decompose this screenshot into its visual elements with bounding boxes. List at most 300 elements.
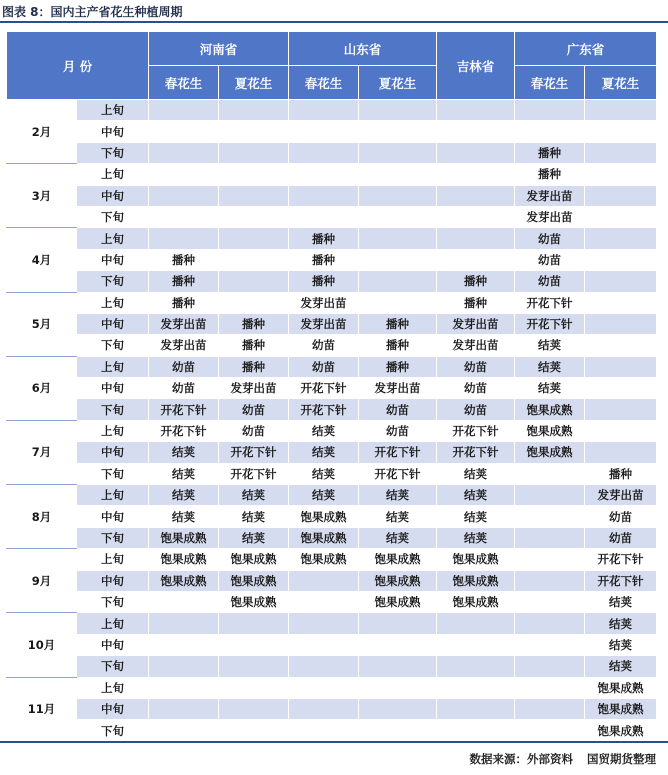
period-label: 下旬 (77, 399, 149, 420)
stage-cell (359, 720, 437, 741)
stage-cell: 幼苗 (149, 356, 219, 377)
table-container (6, 31, 656, 742)
table-row (7, 634, 657, 655)
stage-cell (585, 100, 657, 121)
stage-cell: 结荚 (515, 356, 585, 377)
stage-cell (289, 206, 359, 227)
stage-cell (149, 164, 219, 185)
stage-cell: 幼苗 (219, 399, 289, 420)
stage-cell: 饱果成熟 (359, 549, 437, 570)
stage-cell (219, 698, 289, 719)
stage-cell: 幼苗 (359, 399, 437, 420)
stage-cell: 发芽出苗 (289, 313, 359, 334)
province-header-guangdong: 广东省 (515, 32, 657, 66)
stage-cell: 结荚 (149, 506, 219, 527)
stage-cell: 结荚 (219, 527, 289, 548)
season-header: 春花生 (289, 66, 359, 100)
province-header-jilin: 吉林省 (437, 32, 515, 100)
stage-cell: 发芽出苗 (515, 185, 585, 206)
period-label: 下旬 (77, 142, 149, 163)
stage-cell (585, 164, 657, 185)
table-row (7, 142, 657, 163)
stage-cell (437, 698, 515, 719)
stage-cell: 幼苗 (437, 356, 515, 377)
province-header-shandong: 山东省 (289, 32, 437, 66)
stage-cell: 播种 (437, 271, 515, 292)
stage-cell: 开花下针 (437, 442, 515, 463)
stage-cell (437, 142, 515, 163)
stage-cell: 幼苗 (515, 271, 585, 292)
stage-cell (289, 677, 359, 698)
stage-cell: 开花下针 (149, 420, 219, 441)
stage-cell: 结荚 (585, 634, 657, 655)
table-row (7, 185, 657, 206)
table-row (7, 420, 657, 441)
stage-cell: 结荚 (515, 335, 585, 356)
stage-cell: 结荚 (585, 656, 657, 677)
period-label: 下旬 (77, 271, 149, 292)
stage-cell (359, 100, 437, 121)
season-header: 夏花生 (359, 66, 437, 100)
table-row (7, 570, 657, 591)
stage-cell: 开花下针 (515, 313, 585, 334)
stage-cell (149, 228, 219, 249)
stage-cell: 结荚 (585, 613, 657, 634)
stage-cell (219, 249, 289, 270)
table-row (7, 549, 657, 570)
table-body (7, 100, 657, 742)
stage-cell: 开花下针 (149, 399, 219, 420)
stage-cell: 幼苗 (437, 399, 515, 420)
stage-cell (585, 142, 657, 163)
stage-cell: 播种 (219, 313, 289, 334)
stage-cell: 播种 (359, 335, 437, 356)
stage-cell: 幼苗 (289, 335, 359, 356)
period-label: 上旬 (77, 292, 149, 313)
stage-cell: 开花下针 (585, 570, 657, 591)
stage-cell (359, 121, 437, 142)
stage-cell (515, 121, 585, 142)
month-label: 2月 (7, 100, 77, 164)
stage-cell: 播种 (219, 356, 289, 377)
stage-cell: 播种 (289, 249, 359, 270)
stage-cell: 发芽出苗 (149, 313, 219, 334)
stage-cell (219, 656, 289, 677)
province-header-henan: 河南省 (149, 32, 289, 66)
stage-cell: 结荚 (585, 591, 657, 612)
stage-cell (219, 121, 289, 142)
period-label: 中旬 (77, 634, 149, 655)
stage-cell (149, 142, 219, 163)
stage-cell (219, 634, 289, 655)
stage-cell (149, 185, 219, 206)
stage-cell (437, 634, 515, 655)
stage-cell (585, 442, 657, 463)
stage-cell (359, 228, 437, 249)
stage-cell: 饱果成熟 (149, 570, 219, 591)
month-label: 10月 (7, 613, 77, 677)
stage-cell: 结荚 (219, 506, 289, 527)
table-row (7, 720, 657, 741)
stage-cell (585, 378, 657, 399)
table-row (7, 249, 657, 270)
stage-cell (515, 463, 585, 484)
period-label: 上旬 (77, 420, 149, 441)
stage-cell (219, 228, 289, 249)
stage-cell (219, 271, 289, 292)
stage-cell (219, 142, 289, 163)
footer-divider (0, 741, 668, 743)
stage-cell: 发芽出苗 (437, 335, 515, 356)
stage-cell: 结荚 (437, 506, 515, 527)
stage-cell (585, 228, 657, 249)
stage-cell: 饱果成熟 (585, 677, 657, 698)
month-column-header: 月 份 (7, 32, 149, 100)
stage-cell (219, 164, 289, 185)
stage-cell (219, 185, 289, 206)
table-row (7, 485, 657, 506)
stage-cell: 播种 (219, 335, 289, 356)
stage-cell (359, 271, 437, 292)
stage-cell (219, 677, 289, 698)
stage-cell (515, 677, 585, 698)
period-label: 中旬 (77, 249, 149, 270)
stage-cell: 播种 (359, 356, 437, 377)
stage-cell: 饱果成熟 (219, 549, 289, 570)
stage-cell: 幼苗 (219, 420, 289, 441)
stage-cell (289, 100, 359, 121)
stage-cell (289, 698, 359, 719)
stage-cell: 饱果成熟 (149, 549, 219, 570)
period-label: 中旬 (77, 506, 149, 527)
month-label: 5月 (7, 292, 77, 356)
stage-cell (149, 698, 219, 719)
table-row (7, 527, 657, 548)
stage-cell (585, 292, 657, 313)
table-row (7, 271, 657, 292)
period-label: 中旬 (77, 378, 149, 399)
stage-cell: 结荚 (219, 485, 289, 506)
compiler-text: 国贸期货整理 (587, 752, 656, 766)
month-label: 9月 (7, 549, 77, 613)
season-header: 春花生 (149, 66, 219, 100)
stage-cell (149, 656, 219, 677)
stage-cell: 播种 (359, 313, 437, 334)
stage-cell: 结荚 (437, 485, 515, 506)
stage-cell: 结荚 (149, 442, 219, 463)
table-row (7, 121, 657, 142)
period-label: 中旬 (77, 442, 149, 463)
stage-cell (515, 656, 585, 677)
stage-cell: 幼苗 (515, 249, 585, 270)
period-label: 下旬 (77, 463, 149, 484)
stage-cell: 结荚 (359, 527, 437, 548)
period-label: 中旬 (77, 698, 149, 719)
stage-cell (149, 720, 219, 741)
period-label: 中旬 (77, 121, 149, 142)
stage-cell: 幼苗 (515, 228, 585, 249)
stage-cell: 饱果成熟 (437, 549, 515, 570)
stage-cell (585, 335, 657, 356)
stage-cell: 开花下针 (219, 442, 289, 463)
stage-cell (359, 656, 437, 677)
period-label: 中旬 (77, 185, 149, 206)
figure-title: 图表 8：国内主产省花生种植周期 (2, 5, 183, 19)
period-label: 上旬 (77, 356, 149, 377)
stage-cell: 结荚 (359, 506, 437, 527)
stage-cell: 开花下针 (437, 420, 515, 441)
stage-cell: 播种 (515, 142, 585, 163)
period-label: 下旬 (77, 656, 149, 677)
period-label: 下旬 (77, 527, 149, 548)
stage-cell: 播种 (289, 271, 359, 292)
stage-cell: 发芽出苗 (359, 378, 437, 399)
stage-cell (289, 613, 359, 634)
stage-cell: 结荚 (149, 485, 219, 506)
table-row (7, 378, 657, 399)
stage-cell: 幼苗 (585, 527, 657, 548)
source-note (456, 751, 657, 767)
source-text: 数据来源：外部资料 (469, 752, 573, 766)
table-row (7, 292, 657, 313)
stage-cell (359, 613, 437, 634)
stage-cell (149, 634, 219, 655)
table-row (7, 613, 657, 634)
stage-cell: 饱果成熟 (585, 698, 657, 719)
table-row (7, 228, 657, 249)
stage-cell: 饱果成熟 (515, 420, 585, 441)
period-label: 中旬 (77, 313, 149, 334)
stage-cell (585, 121, 657, 142)
stage-cell (437, 100, 515, 121)
stage-cell (289, 570, 359, 591)
stage-cell: 饱果成熟 (515, 399, 585, 420)
stage-cell (437, 720, 515, 741)
month-label: 7月 (7, 420, 77, 484)
stage-cell: 饱果成熟 (149, 527, 219, 548)
stage-cell (149, 206, 219, 227)
stage-cell (437, 613, 515, 634)
stage-cell (515, 549, 585, 570)
stage-cell (289, 656, 359, 677)
stage-cell (585, 249, 657, 270)
stage-cell (359, 164, 437, 185)
stage-cell: 开花下针 (359, 442, 437, 463)
stage-cell (219, 613, 289, 634)
stage-cell: 发芽出苗 (219, 378, 289, 399)
stage-cell: 结荚 (289, 463, 359, 484)
stage-cell (289, 185, 359, 206)
table-row (7, 356, 657, 377)
period-label: 下旬 (77, 335, 149, 356)
table-row (7, 591, 657, 612)
stage-cell (515, 698, 585, 719)
stage-cell (515, 720, 585, 741)
stage-cell (585, 356, 657, 377)
season-header: 春花生 (515, 66, 585, 100)
stage-cell (359, 677, 437, 698)
table-row (7, 164, 657, 185)
table-row (7, 506, 657, 527)
stage-cell: 饱果成熟 (359, 591, 437, 612)
stage-cell: 开花下针 (219, 463, 289, 484)
stage-cell: 饱果成熟 (219, 591, 289, 612)
stage-cell: 饱果成熟 (219, 570, 289, 591)
stage-cell (359, 206, 437, 227)
stage-cell (359, 142, 437, 163)
stage-cell (585, 271, 657, 292)
stage-cell: 幼苗 (585, 506, 657, 527)
stage-cell (515, 570, 585, 591)
stage-cell: 幼苗 (289, 356, 359, 377)
month-label: 6月 (7, 356, 77, 420)
stage-cell (437, 164, 515, 185)
stage-cell: 播种 (149, 271, 219, 292)
planting-cycle-table (6, 31, 657, 742)
stage-cell: 结荚 (359, 485, 437, 506)
period-label: 上旬 (77, 100, 149, 121)
period-label: 上旬 (77, 677, 149, 698)
stage-cell: 开花下针 (289, 378, 359, 399)
stage-cell: 播种 (585, 463, 657, 484)
stage-cell: 开花下针 (585, 549, 657, 570)
table-row (7, 442, 657, 463)
stage-cell: 结荚 (437, 527, 515, 548)
stage-cell: 饱果成熟 (289, 527, 359, 548)
stage-cell: 饱果成熟 (585, 720, 657, 741)
period-label: 上旬 (77, 549, 149, 570)
period-label: 上旬 (77, 485, 149, 506)
stage-cell: 发芽出苗 (585, 485, 657, 506)
table-row (7, 463, 657, 484)
table-row (7, 698, 657, 719)
stage-cell: 饱果成熟 (289, 506, 359, 527)
title-divider (0, 21, 668, 23)
stage-cell: 饱果成熟 (515, 442, 585, 463)
stage-cell: 播种 (515, 164, 585, 185)
stage-cell: 结荚 (289, 442, 359, 463)
stage-cell: 饱果成熟 (437, 591, 515, 612)
stage-cell: 饱果成熟 (359, 570, 437, 591)
stage-cell (289, 634, 359, 655)
stage-cell (515, 634, 585, 655)
month-label: 3月 (7, 164, 77, 228)
stage-cell: 播种 (437, 292, 515, 313)
period-label: 上旬 (77, 228, 149, 249)
period-label: 中旬 (77, 570, 149, 591)
stage-cell (359, 249, 437, 270)
stage-cell (515, 591, 585, 612)
period-label: 下旬 (77, 591, 149, 612)
stage-cell (585, 313, 657, 334)
stage-cell: 结荚 (437, 463, 515, 484)
stage-cell (289, 591, 359, 612)
stage-cell: 幼苗 (359, 420, 437, 441)
stage-cell (515, 527, 585, 548)
stage-cell (437, 677, 515, 698)
period-label: 上旬 (77, 164, 149, 185)
stage-cell (149, 121, 219, 142)
stage-cell (585, 206, 657, 227)
stage-cell: 饱果成熟 (289, 549, 359, 570)
period-label: 下旬 (77, 206, 149, 227)
season-header: 夏花生 (585, 66, 657, 100)
stage-cell: 发芽出苗 (437, 313, 515, 334)
stage-cell (289, 164, 359, 185)
stage-cell (219, 100, 289, 121)
stage-cell (289, 142, 359, 163)
stage-cell (289, 121, 359, 142)
stage-cell (359, 634, 437, 655)
stage-cell: 开花下针 (515, 292, 585, 313)
table-row (7, 656, 657, 677)
stage-cell (437, 185, 515, 206)
stage-cell (149, 613, 219, 634)
stage-cell (437, 228, 515, 249)
month-label: 4月 (7, 228, 77, 292)
table-row (7, 206, 657, 227)
stage-cell: 播种 (149, 292, 219, 313)
stage-cell: 饱果成熟 (437, 570, 515, 591)
stage-cell (437, 249, 515, 270)
stage-cell: 结荚 (289, 485, 359, 506)
stage-cell (515, 485, 585, 506)
stage-cell: 结荚 (149, 463, 219, 484)
period-label: 下旬 (77, 720, 149, 741)
table-row (7, 677, 657, 698)
stage-cell: 发芽出苗 (149, 335, 219, 356)
stage-cell (219, 292, 289, 313)
stage-cell (585, 420, 657, 441)
stage-cell (359, 292, 437, 313)
stage-cell (149, 100, 219, 121)
stage-cell: 幼苗 (437, 378, 515, 399)
stage-cell (359, 698, 437, 719)
stage-cell: 结荚 (289, 420, 359, 441)
season-header: 夏花生 (219, 66, 289, 100)
stage-cell (515, 613, 585, 634)
stage-cell (585, 185, 657, 206)
stage-cell (437, 121, 515, 142)
table-row (7, 313, 657, 334)
stage-cell: 幼苗 (149, 378, 219, 399)
period-label: 上旬 (77, 613, 149, 634)
table-row (7, 335, 657, 356)
month-label: 8月 (7, 485, 77, 549)
stage-cell (149, 591, 219, 612)
stage-cell: 播种 (149, 249, 219, 270)
stage-cell (149, 677, 219, 698)
stage-cell (359, 185, 437, 206)
stage-cell (219, 720, 289, 741)
stage-cell: 结荚 (515, 378, 585, 399)
table-row (7, 100, 657, 121)
stage-cell: 开花下针 (289, 399, 359, 420)
stage-cell (219, 206, 289, 227)
stage-cell: 发芽出苗 (515, 206, 585, 227)
stage-cell (585, 399, 657, 420)
month-label: 11月 (7, 677, 77, 741)
stage-cell (289, 720, 359, 741)
stage-cell (515, 100, 585, 121)
stage-cell (515, 506, 585, 527)
table-row (7, 399, 657, 420)
stage-cell (437, 656, 515, 677)
stage-cell: 播种 (289, 228, 359, 249)
stage-cell (437, 206, 515, 227)
stage-cell: 开花下针 (359, 463, 437, 484)
stage-cell: 发芽出苗 (289, 292, 359, 313)
